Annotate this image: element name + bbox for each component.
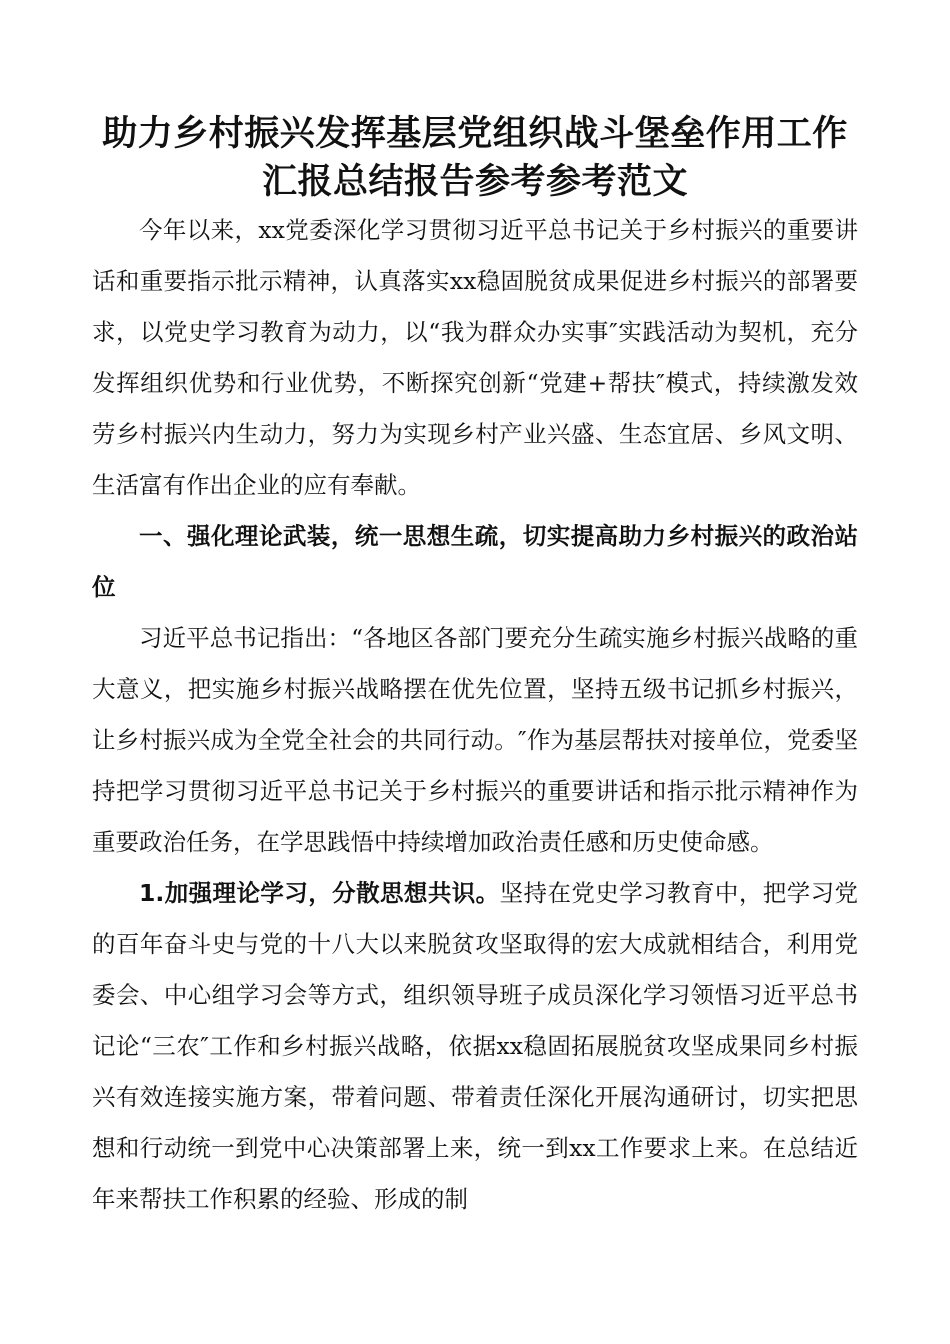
section-1-paragraph: 习近平总书记指出：“各地区各部门要充分生疏实施乡村振兴战略的重大意义，把实施乡村振兴战略摆在优先位置，坚持五级书记抓乡村振兴，让乡村振兴成为全党全社会的共同行动。″作为基层帮扶对接单位，党委坚持把学习贯彻习近平总书记关于乡村振兴的重要讲话和指示批示精神作为重要政治任务，在学思践悟中持续增加政治责任感和历史使命感。 (92, 624, 858, 856)
section-1-heading: 一、强化理论武装，统一思想生疏，切实提高助力乡村振兴的政治站位 (92, 522, 858, 601)
item-1-paragraph (92, 868, 858, 1225)
intro-paragraph: 今年以来，xx党委深化学习贯彻习近平总书记关于乡村振兴的重要讲话和重要指示批示精神，认真落实xx稳固脱贫成果促进乡村振兴的部署要求，以党史学习教育为动力，以“我为群众办实事″实践活动为契机，充分发挥组织优势和行业优势，不断探究创新“党建+帮扶″模式，持续激发效劳乡村振兴内生动力，努力为实现乡村产业兴盛、生态宜居、乡风文明、生活富有作出企业的应有奉献。 (92, 216, 858, 499)
item-1-lead: 1.加强理论学习，分散思想共识。 (139, 879, 500, 907)
document-body (92, 205, 858, 1225)
item-1-body: 坚持在党史学习教育中，把学习党的百年奋斗史与党的十八大以来脱贫攻坚取得的宏大成就相结合，利用党委会、中心组学习会等方式，组织领导班子成员深化学习领悟习近平总书记论“三农″工作和乡村振兴战略，依据xx稳固拓展脱贫攻坚成果同乡村振兴有效连接实施方案，带着问题、带着责任深化开展沟通研讨，切实把思想和行动统一到党中心决策部署上来，统一到xx工作要求上来。在总结近年来帮扶工作积累的经验、形成的制 (92, 879, 859, 1213)
document-title-line-2: 汇报总结报告参考参考范文 (261, 162, 688, 202)
document-title-line-1: 助力乡村振兴发挥基层党组织战斗堡垒作用工作 (102, 114, 848, 154)
